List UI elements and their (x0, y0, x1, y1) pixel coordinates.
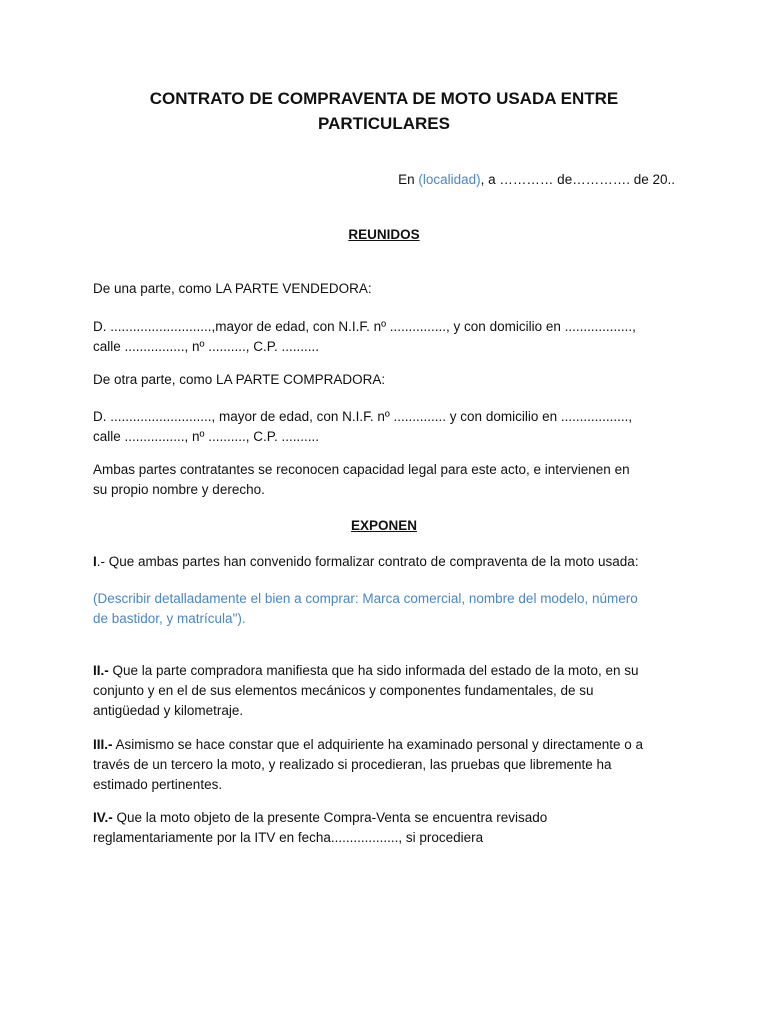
vendedora-line-1: D. ...........................,mayor de edad, con N.I.F. nº ..............., y con domicilio en .................., (93, 319, 636, 334)
title-line-1: CONTRATO DE COMPRAVENTA DE MOTO USADA ENTRE (149, 89, 619, 108)
compradora-intro (93, 370, 683, 390)
clause-iv-label: IV.- (93, 810, 113, 825)
title-line-2: PARTICULARES (318, 114, 450, 133)
clause-ii-line-1: Que la parte compradora manifiesta que ha sido informada del estado de la moto, en su (108, 663, 639, 678)
clause-iii-label: III.- (93, 737, 113, 752)
clause-iii (93, 735, 683, 795)
clause-iv-line-2: reglamentariamente por la ITV en fecha.................., si procediera (93, 830, 484, 845)
clause-i-text: .- Que ambas partes han convenido formalizar contrato de compraventa de la moto usada: (96, 554, 639, 569)
compradora-line-2: calle ................, nº .........., C.P. .......... (93, 429, 319, 444)
capacidad-line-2: su propio nombre y derecho. (93, 482, 265, 497)
clause-ii-label: II.- (93, 663, 109, 678)
place-date-line (398, 171, 675, 189)
exponen-heading: EXPONEN (350, 518, 418, 533)
compradora-intro-text: De otra parte, como LA PARTE COMPRADORA: (93, 372, 386, 387)
date-prefix: En (398, 172, 419, 187)
clause-ii-line-2: conjunto y en el de sus elementos mecánicos y componentes fundamentales, de su (93, 683, 594, 698)
clause-ii-line-3: antigüedad y kilometraje. (93, 703, 244, 718)
clause-iii-line-2: través de un tercero la moto, y realizado si procedieran, las pruebas que libremente ha (93, 757, 612, 772)
compradora-line-1: D. ..........................., mayor de edad, con N.I.F. nº .............. y con domicilio en .................., (93, 409, 633, 424)
date-suffix: , a ………… de…………. de 20.. (480, 172, 675, 187)
capacidad-paragraph (93, 460, 683, 500)
compradora-details (93, 407, 683, 447)
describir-line-1: (Describir detalladamente el bien a comprar: Marca comercial, nombre del modelo, número (93, 591, 638, 606)
clause-iii-line-1: Asimismo se hace constar que el adquiriente ha examinado personal y directamente o a (112, 737, 644, 752)
clause-iv (93, 808, 683, 848)
clause-ii (93, 661, 683, 721)
vendedora-intro (93, 279, 683, 299)
contract-title (0, 86, 768, 136)
locality-placeholder: (localidad) (418, 172, 481, 187)
reunidos-heading: REUNIDOS (348, 227, 420, 242)
vendedora-line-2: calle ................, nº .........., C.P. .......... (93, 339, 319, 354)
capacidad-line-1: Ambas partes contratantes se reconocen capacidad legal para este acto, e intervienen en (93, 462, 630, 477)
clause-i (93, 552, 683, 572)
vendedora-details (93, 317, 683, 357)
describir-line-2: de bastidor, y matrícula"). (93, 611, 246, 626)
clause-iii-line-3: estimado pertinentes. (93, 777, 223, 792)
clause-i-label: I (93, 554, 97, 569)
clause-iv-line-1: Que la moto objeto de la presente Compra-Venta se encuentra revisado (112, 810, 548, 825)
vendedora-intro-text: De una parte, como LA PARTE VENDEDORA: (93, 281, 372, 296)
describir-instructions (93, 589, 683, 629)
